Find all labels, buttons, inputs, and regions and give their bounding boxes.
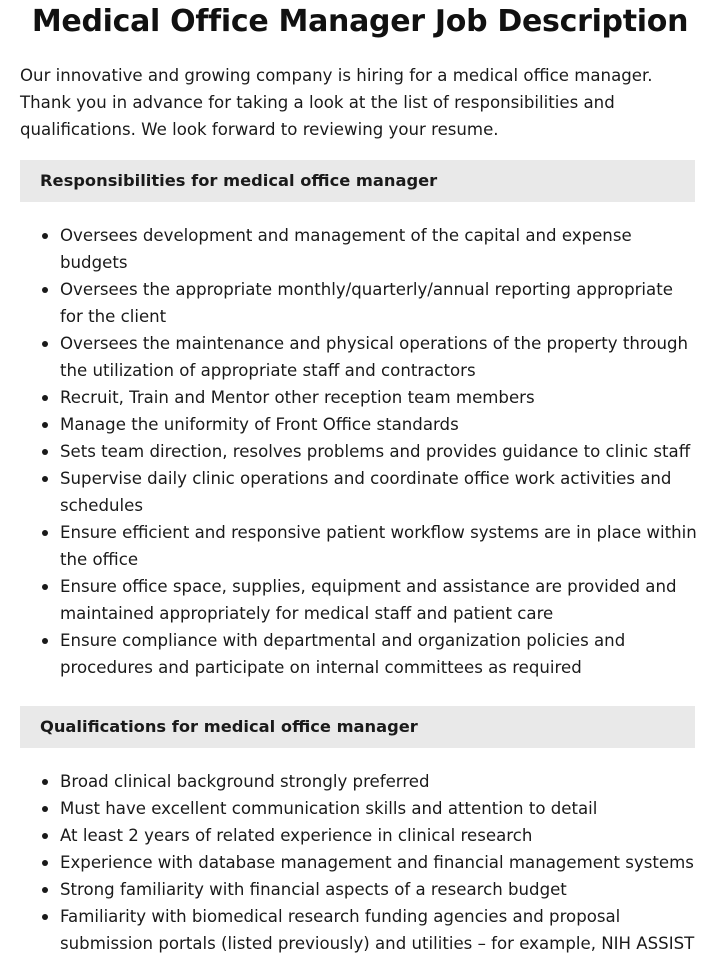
responsibilities-heading: Responsibilities for medical office manager (20, 160, 695, 202)
list-item: At least 2 years of related experience in clinical research (20, 822, 698, 849)
list-item: Ensure efficient and responsive patient workflow systems are in place within the office (20, 519, 698, 573)
intro-paragraph: Our innovative and growing company is hiring for a medical office manager. Thank you in advance for taking a look at the list of responsibilities and qualifications. We look forward to reviewing your resume. (20, 66, 653, 139)
qualifications-list (20, 768, 698, 957)
page-title: Medical Office Manager Job Description (31, 4, 689, 39)
list-item: Experience with database management and financial management systems (20, 849, 698, 876)
list-item: Familiarity with biomedical research funding agencies and proposal submission portals (listed previously) and utilities – for example, NIH ASSIST (20, 903, 698, 957)
list-item: Oversees the maintenance and physical operations of the property through the utilization of appropriate staff and contractors (20, 330, 698, 384)
list-item: Oversees development and management of the capital and expense budgets (20, 222, 698, 276)
list-item: Supervise daily clinic operations and coordinate office work activities and schedules (20, 465, 698, 519)
list-item: Must have excellent communication skills and attention to detail (20, 795, 698, 822)
list-item: Broad clinical background strongly preferred (20, 768, 698, 795)
list-item: Strong familiarity with financial aspects of a research budget (20, 876, 698, 903)
list-item: Ensure compliance with departmental and organization policies and procedures and participate on internal committees as required (20, 627, 698, 681)
list-item: Ensure office space, supplies, equipment and assistance are provided and maintained appropriately for medical staff and patient care (20, 573, 698, 627)
qualifications-heading: Qualifications for medical office manager (20, 706, 695, 748)
list-item: Oversees the appropriate monthly/quarterly/annual reporting appropriate for the client (20, 276, 698, 330)
list-item: Recruit, Train and Mentor other reception team members (20, 384, 698, 411)
list-item: Sets team direction, resolves problems and provides guidance to clinic staff (20, 438, 698, 465)
responsibilities-list (20, 222, 698, 681)
list-item: Manage the uniformity of Front Office standards (20, 411, 698, 438)
